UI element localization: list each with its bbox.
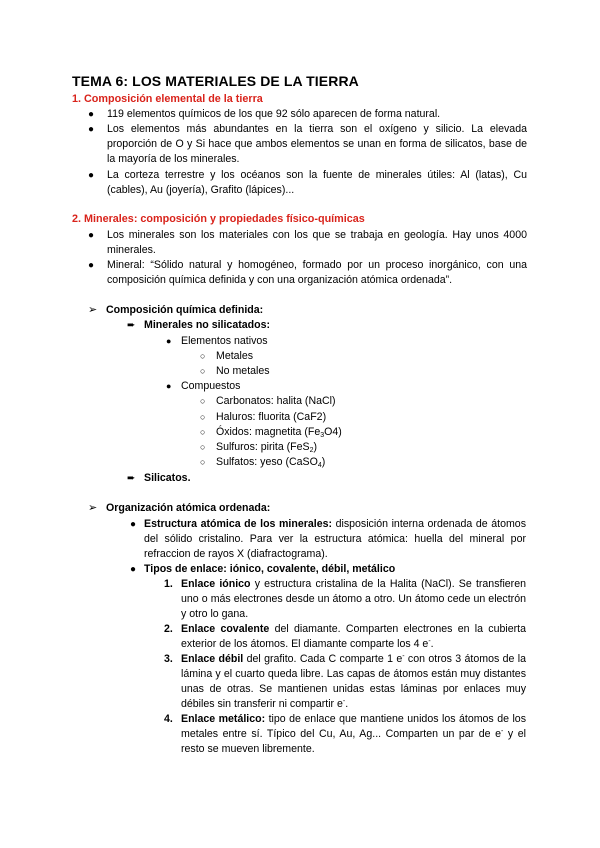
bullet-icon: ● bbox=[88, 124, 95, 135]
enlace-debil-paragraph: Enlace débil del grafito. Cada C comparte 1 e- con otros 3 átomos de la lámina y el cuarto queda libre. Las capas de átomos están muy distantes unas de otras. Se mantienen unidas estas láminas por enlaces muy débiles sin transferir ni compartir e-. bbox=[181, 653, 527, 710]
bullet-icon: ● bbox=[88, 109, 95, 120]
arrow-bullet-icon: ➨ bbox=[127, 473, 136, 484]
circle-bullet-icon: ○ bbox=[200, 457, 206, 467]
list-item: Metales bbox=[216, 350, 254, 362]
bullet-icon: ● bbox=[88, 260, 95, 271]
section-2-heading: 2. Minerales: composición y propiedades físico-químicas bbox=[72, 213, 365, 225]
list-item: Óxidos: magnetita $(Fe_3O4)$ bbox=[216, 426, 342, 439]
list-item: Haluros: fluorita (CaF2) bbox=[216, 411, 327, 423]
arrow-bullet-icon: ➢ bbox=[88, 502, 98, 514]
list-number: 2. bbox=[164, 623, 173, 635]
enlace-metalico-paragraph: Enlace metálico: tipo de enlace que mantiene unidos los átomos de los metales entre sí. Típico del Cu, Au, Ag... Comparten un par de e- y el resto se mueven libremente. bbox=[181, 713, 527, 755]
list-item: Sulfuros: pirita (FeS$_2$) bbox=[216, 441, 318, 454]
silicatos-label: Silicatos. bbox=[144, 472, 191, 484]
list-item: Sulfatos: yeso (CaSO$_4$) bbox=[216, 456, 326, 469]
bullet-icon: ● bbox=[166, 381, 172, 391]
list-item: Carbonatos: halita (NaCl) bbox=[216, 395, 336, 407]
bullet-text: 119 elementos químicos de los que 92 sólo aparecen de forma natural. bbox=[107, 108, 441, 120]
bullet-icon: ● bbox=[88, 230, 95, 241]
list-number: 4. bbox=[164, 713, 173, 725]
list-item: Compuestos bbox=[181, 380, 241, 392]
arrow-bullet-icon: ➢ bbox=[88, 304, 98, 316]
enlace-ionico-paragraph: Enlace iónico y estructura cristalina de la Halita (NaCl). Se transfieren uno o más electrones desde un átomo a otro. Un átomo cede un electrón y otro lo gana. bbox=[181, 578, 526, 620]
page-title: TEMA 6: LOS MATERIALES DE LA TIERRA bbox=[72, 73, 359, 89]
bullet-icon: ● bbox=[130, 564, 137, 575]
composicion-label: Composición química definida: bbox=[106, 304, 264, 316]
organizacion-label: Organización atómica ordenada: bbox=[106, 502, 271, 514]
tipos-enlace-heading: Tipos de enlace: iónico, covalente, débil, metálico bbox=[144, 563, 396, 575]
circle-bullet-icon: ○ bbox=[200, 396, 206, 406]
list-item: Elementos nativos bbox=[181, 335, 268, 347]
bullet-icon: ● bbox=[166, 336, 172, 346]
circle-bullet-icon: ○ bbox=[200, 366, 206, 376]
section-1-heading: 1. Composición elemental de la tierra bbox=[72, 93, 263, 105]
list-item: No metales bbox=[216, 365, 270, 377]
enlace-covalente-paragraph: Enlace covalente del diamante. Comparten electrones en la cubierta exterior de los átomos. El diamante comparte los 4 e-. bbox=[181, 623, 526, 650]
list-number: 1. bbox=[164, 578, 173, 590]
arrow-bullet-icon: ➨ bbox=[127, 320, 136, 331]
bullet-text: Los minerales son los materiales con los que se trabaja en geología. Hay unos 4000 minerales. bbox=[107, 229, 527, 256]
no-silicatados-label: Minerales no silicatados: bbox=[144, 319, 270, 331]
bullet-icon: ● bbox=[88, 170, 95, 181]
circle-bullet-icon: ○ bbox=[200, 427, 206, 437]
list-number: 3. bbox=[164, 653, 173, 665]
bullet-icon: ● bbox=[130, 519, 137, 530]
circle-bullet-icon: ○ bbox=[200, 412, 206, 422]
bullet-text: Mineral: “Sólido natural y homogéneo, formado por un proceso inorgánico, con una composición química definida y con una organización atómica ordenada”. bbox=[107, 259, 527, 286]
circle-bullet-icon: ○ bbox=[200, 351, 206, 361]
estructura-paragraph: Estructura atómica de los minerales: disposición interna ordenada de átomos del sólido cristalino. Para ver la estructura atómica: huella del mineral por refraccion de rayos X (diafractograma). bbox=[144, 518, 526, 560]
bullet-text: La corteza terrestre y los océanos son la fuente de minerales útiles: Al (latas), Cu (cables), Au (joyería), Grafito (lápices)... bbox=[107, 169, 527, 196]
bullet-text: Los elementos más abundantes en la tierra son el oxígeno y silicio. La elevada proporción de O y Si hace que ambos elementos se unan en forma de silicatos, base de la mayoría de los minerales. bbox=[107, 123, 527, 165]
circle-bullet-icon: ○ bbox=[200, 442, 206, 452]
